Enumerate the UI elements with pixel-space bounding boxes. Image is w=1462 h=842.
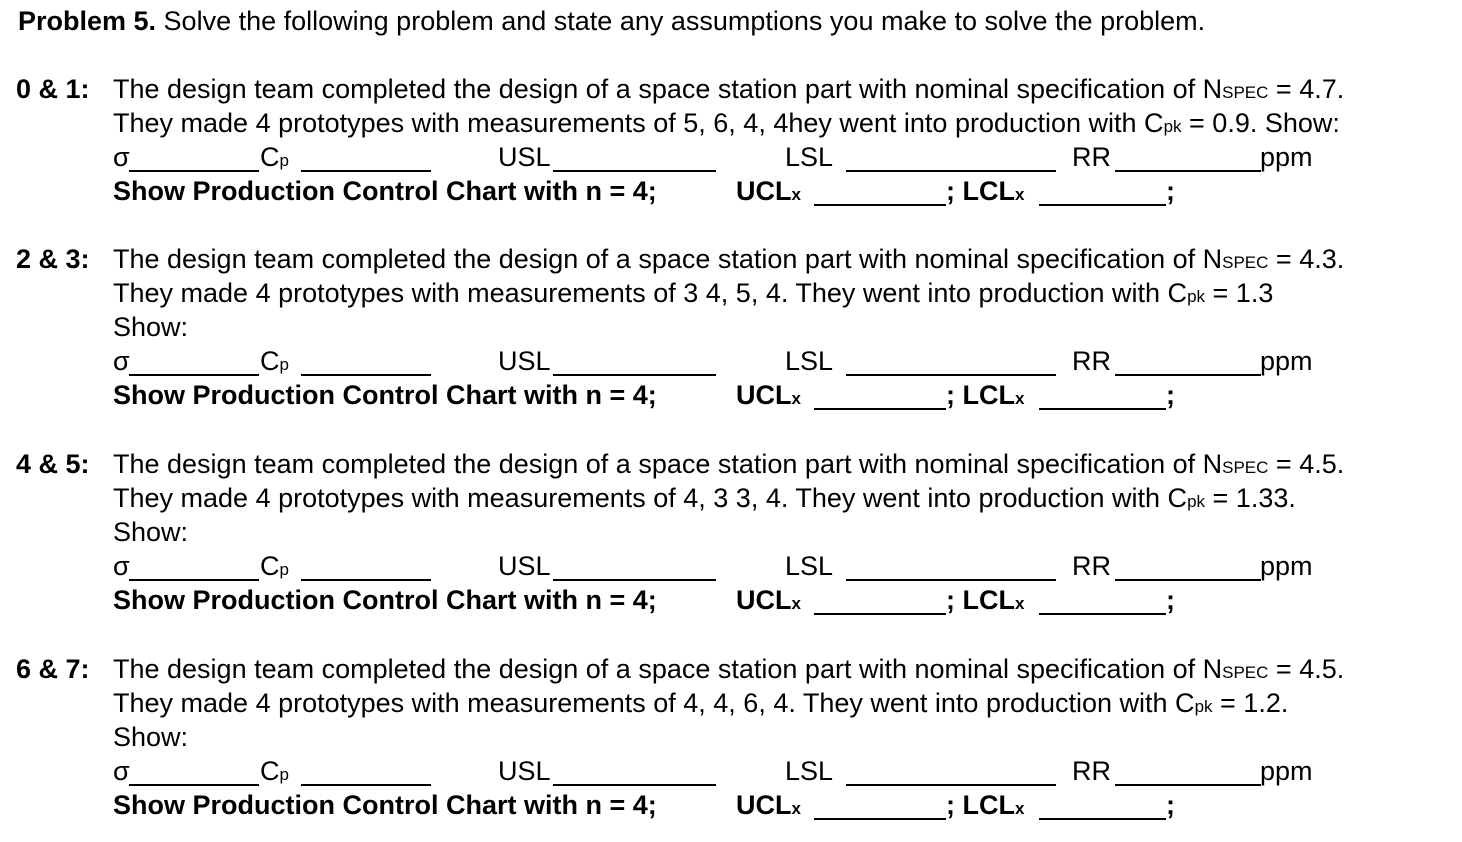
nspec-subscript: SPEC xyxy=(1222,663,1269,682)
problem-number: 4 & 5: xyxy=(16,449,90,479)
problem-statement-line2 xyxy=(113,686,1288,724)
cp-label: Cp xyxy=(260,756,289,786)
ucl-label: UCLx xyxy=(736,790,801,820)
answer-fields-row xyxy=(113,140,1363,174)
cpk-subscript: pk xyxy=(1194,697,1213,716)
line2-text: They made 4 prototypes with measurements of 5, 6, 4, 4hey went into production with C xyxy=(113,108,1164,138)
cp-answer-blank[interactable] xyxy=(301,784,431,786)
cpk-subscript: pk xyxy=(1187,287,1206,306)
rr-label: RR xyxy=(1072,551,1111,581)
rr-answer-blank[interactable] xyxy=(1115,374,1261,376)
ucl-label: UCLx xyxy=(736,585,801,615)
nspec-subscript: SPEC xyxy=(1222,253,1269,272)
lsl-answer-blank[interactable] xyxy=(846,170,1056,172)
lsl-label: LSL xyxy=(785,551,834,581)
usl-answer-blank[interactable] xyxy=(553,784,716,786)
problem-statement-line1 xyxy=(113,72,1344,110)
ppm-label: ppm xyxy=(1260,551,1313,581)
show-label: Show: xyxy=(113,517,189,547)
control-chart-row xyxy=(113,788,1363,822)
cp-answer-blank[interactable] xyxy=(301,579,431,581)
lcl-label: ; LCLx xyxy=(946,790,1025,820)
sigma-label: σ xyxy=(113,756,130,786)
cp-label: Cp xyxy=(260,551,289,581)
lcl-answer-blank[interactable] xyxy=(1039,818,1166,820)
sigma-answer-blank[interactable] xyxy=(129,784,259,786)
nspec-subscript: SPEC xyxy=(1222,83,1269,102)
rr-answer-blank[interactable] xyxy=(1115,579,1261,581)
lcl-answer-blank[interactable] xyxy=(1039,204,1166,206)
line2-text: They made 4 prototypes with measurements of 4, 4, 6, 4. They went into production with C xyxy=(113,688,1195,718)
lcl-label: ; LCLx xyxy=(946,585,1025,615)
rr-label: RR xyxy=(1072,142,1111,172)
ppm-label: ppm xyxy=(1260,756,1313,786)
line2-text: They made 4 prototypes with measurements of 4, 3 3, 4. They went into production with C xyxy=(113,483,1188,513)
usl-answer-blank[interactable] xyxy=(553,374,716,376)
control-chart-label: Show Production Control Chart with n = 4; xyxy=(113,585,657,615)
lsl-answer-blank[interactable] xyxy=(846,374,1056,376)
line2-text: They made 4 prototypes with measurements of 3 4, 5, 4. They went into production with C xyxy=(113,278,1188,308)
nspec-subscript: SPEC xyxy=(1222,458,1269,477)
cpk-subscript: pk xyxy=(1163,117,1182,136)
usl-label: USL xyxy=(498,346,551,376)
lcl-label: ; LCLx xyxy=(946,380,1025,410)
line1-value: = 4.7. xyxy=(1268,74,1345,104)
lsl-answer-blank[interactable] xyxy=(846,784,1056,786)
sigma-answer-blank[interactable] xyxy=(129,170,259,172)
semicolon: ; xyxy=(1166,176,1175,206)
control-chart-row xyxy=(113,174,1363,208)
lsl-label: LSL xyxy=(785,346,834,376)
usl-label: USL xyxy=(498,756,551,786)
rr-label: RR xyxy=(1072,756,1111,786)
ucl-answer-blank[interactable] xyxy=(814,818,946,820)
ppm-label: ppm xyxy=(1260,346,1313,376)
problem-number: 2 & 3: xyxy=(16,244,90,274)
problem-title-bold: Problem 5. xyxy=(18,6,157,36)
line2-value: = 1.33. xyxy=(1205,483,1296,513)
sigma-label: σ xyxy=(113,346,130,376)
semicolon: ; xyxy=(1166,380,1175,410)
problem-number: 6 & 7: xyxy=(16,654,90,684)
line1-value: = 4.5. xyxy=(1268,449,1345,479)
line2-value: = 1.3 xyxy=(1205,278,1274,308)
line1-value: = 4.3. xyxy=(1268,244,1345,274)
cp-answer-blank[interactable] xyxy=(301,374,431,376)
problem-statement-line1 xyxy=(113,652,1344,690)
lcl-answer-blank[interactable] xyxy=(1039,613,1166,615)
semicolon: ; xyxy=(1166,585,1175,615)
ucl-label: UCLx xyxy=(736,176,801,206)
sigma-answer-blank[interactable] xyxy=(129,374,259,376)
cp-label: Cp xyxy=(260,142,289,172)
rr-answer-blank[interactable] xyxy=(1115,170,1261,172)
answer-fields-row xyxy=(113,549,1363,583)
sigma-label: σ xyxy=(113,142,130,172)
line1-text: The design team completed the design of a space station part with nominal specification of N xyxy=(113,654,1223,684)
answer-fields-row xyxy=(113,344,1363,378)
problem-statement-line1 xyxy=(113,447,1344,485)
cpk-subscript: pk xyxy=(1187,492,1206,511)
control-chart-label: Show Production Control Chart with n = 4; xyxy=(113,176,657,206)
lsl-label: LSL xyxy=(785,142,834,172)
ppm-label: ppm xyxy=(1260,142,1313,172)
lsl-label: LSL xyxy=(785,756,834,786)
problem-statement-line2 xyxy=(113,106,1340,144)
line1-text: The design team completed the design of a space station part with nominal specification of N xyxy=(113,74,1223,104)
ucl-answer-blank[interactable] xyxy=(814,204,946,206)
sigma-label: σ xyxy=(113,551,130,581)
problem-statement-line1 xyxy=(113,242,1344,280)
lcl-label: ; LCLx xyxy=(946,176,1025,206)
cp-label: Cp xyxy=(260,346,289,376)
line1-text: The design team completed the design of a space station part with nominal specification of N xyxy=(113,449,1223,479)
rr-answer-blank[interactable] xyxy=(1115,784,1261,786)
ucl-answer-blank[interactable] xyxy=(814,408,946,410)
line1-value: = 4.5. xyxy=(1268,654,1345,684)
control-chart-row xyxy=(113,378,1363,412)
answer-fields-row xyxy=(113,754,1363,788)
lsl-answer-blank[interactable] xyxy=(846,579,1056,581)
sigma-answer-blank[interactable] xyxy=(129,579,259,581)
control-chart-row xyxy=(113,583,1363,617)
rr-label: RR xyxy=(1072,346,1111,376)
problem-title-text: Solve the following problem and state any assumptions you make to solve the problem. xyxy=(156,6,1206,36)
show-label: Show: xyxy=(113,722,189,752)
control-chart-label: Show Production Control Chart with n = 4; xyxy=(113,790,657,820)
show-label: Show: xyxy=(113,312,189,342)
lcl-answer-blank[interactable] xyxy=(1039,408,1166,410)
line2-value: = 1.2. xyxy=(1212,688,1289,718)
problem-number: 0 & 1: xyxy=(16,74,90,104)
problem-title xyxy=(18,5,1205,37)
control-chart-label: Show Production Control Chart with n = 4; xyxy=(113,380,657,410)
problem-statement-line2 xyxy=(113,276,1273,314)
usl-label: USL xyxy=(498,142,551,172)
cp-answer-blank[interactable] xyxy=(301,170,431,172)
usl-answer-blank[interactable] xyxy=(553,579,716,581)
usl-answer-blank[interactable] xyxy=(553,170,716,172)
ucl-answer-blank[interactable] xyxy=(814,613,946,615)
line2-value: = 0.9. Show: xyxy=(1181,108,1340,138)
line1-text: The design team completed the design of a space station part with nominal specification of N xyxy=(113,244,1223,274)
problem-statement-line2 xyxy=(113,481,1296,519)
usl-label: USL xyxy=(498,551,551,581)
semicolon: ; xyxy=(1166,790,1175,820)
ucl-label: UCLx xyxy=(736,380,801,410)
